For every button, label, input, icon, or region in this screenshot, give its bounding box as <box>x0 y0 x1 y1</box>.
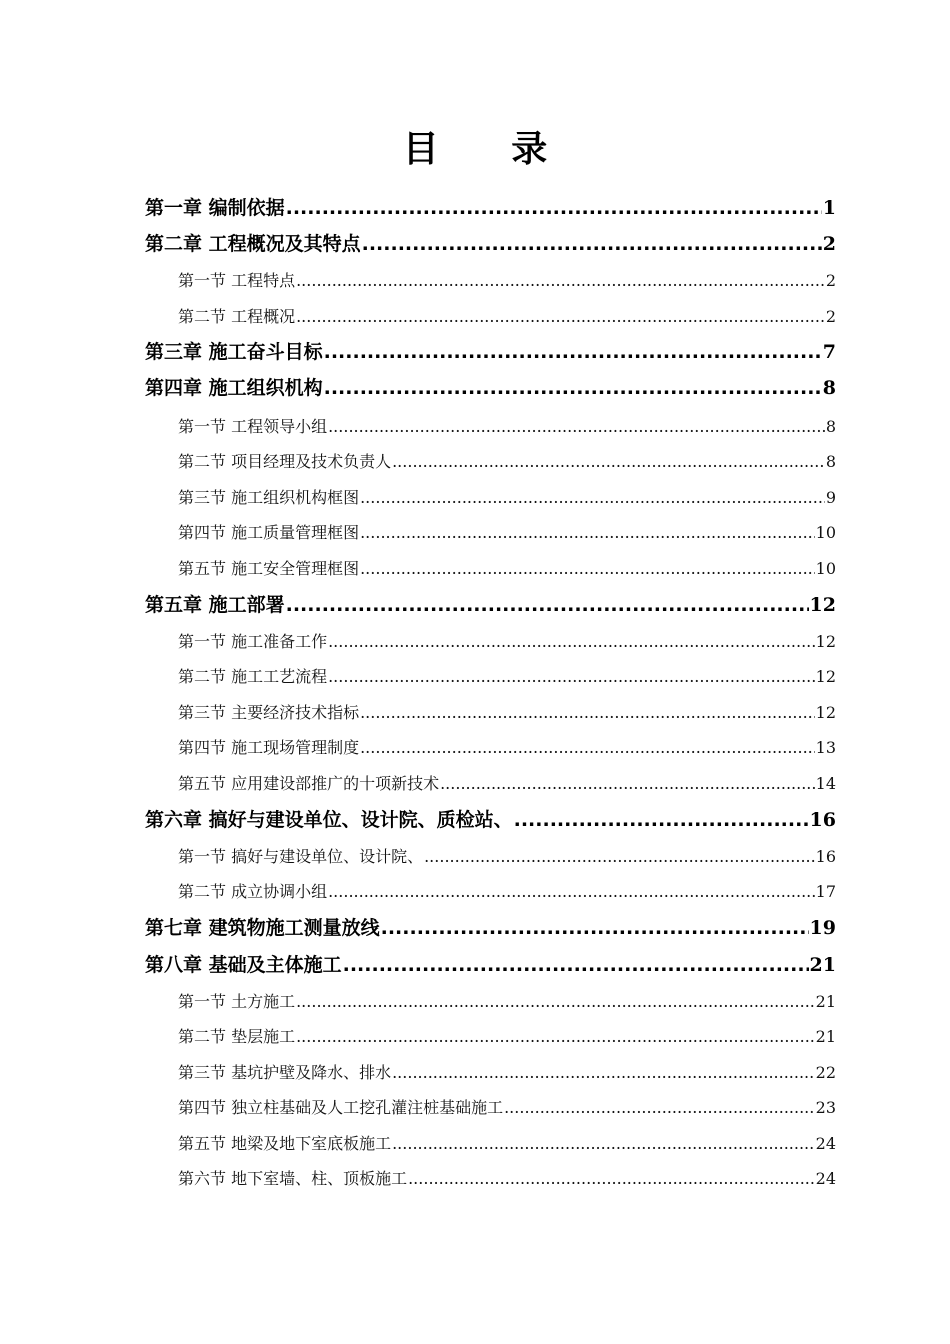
dot-leader <box>296 1023 815 1051</box>
toc-chapter-5[interactable] <box>145 590 836 620</box>
toc-entry-label: 第一节 施工准备工作 <box>178 632 328 651</box>
dot-leader <box>286 193 822 223</box>
toc-entry-label: 第四节 施工质量管理框图 <box>178 523 360 542</box>
toc-page-number: 12 <box>815 667 836 686</box>
dot-leader <box>328 628 815 656</box>
toc-chapter-7[interactable] <box>145 913 836 943</box>
toc-page-number: 24 <box>815 1134 836 1153</box>
toc-entry-label: 第二节 垫层施工 <box>178 1027 296 1046</box>
toc-page-number: 7 <box>822 341 836 363</box>
toc-entry-label: 第三章 施工奋斗目标 <box>145 341 323 363</box>
toc-page-number: 12 <box>815 632 836 651</box>
toc-section[interactable] <box>178 1059 836 1087</box>
toc-entry-label: 第五节 应用建设部推广的十项新技术 <box>178 774 440 793</box>
toc-page-number: 2 <box>825 271 836 290</box>
dot-leader <box>328 878 815 906</box>
toc-page-number: 21 <box>809 954 836 976</box>
dot-leader <box>392 1059 815 1087</box>
toc-entry-label: 第一节 土方施工 <box>178 992 296 1011</box>
toc-entry-label: 第八章 基础及主体施工 <box>145 954 342 976</box>
toc-entry-label: 第四章 施工组织机构 <box>145 377 323 399</box>
toc-entry-label: 第二节 施工工艺流程 <box>178 667 328 686</box>
toc-chapter-8[interactable] <box>145 950 836 980</box>
dot-leader <box>360 484 825 512</box>
toc-entry-label: 第二章 工程概况及其特点 <box>145 233 361 255</box>
toc-section[interactable] <box>178 1023 836 1051</box>
toc-page-number: 23 <box>815 1098 836 1117</box>
toc-page-number: 8 <box>822 377 836 399</box>
toc-section[interactable] <box>178 878 836 906</box>
toc-entry-label: 第六章 搞好与建设单位、设计院、质检站、 <box>145 809 513 831</box>
dot-leader <box>328 413 825 441</box>
dot-leader <box>324 373 822 403</box>
toc-section[interactable] <box>178 699 836 727</box>
toc-section[interactable] <box>178 303 836 331</box>
toc-entry-label: 第五节 施工安全管理框图 <box>178 559 360 578</box>
toc-entry-label: 第二节 项目经理及技术负责人 <box>178 452 392 471</box>
toc-section[interactable] <box>178 628 836 656</box>
toc-section[interactable] <box>178 663 836 691</box>
toc-page-number: 12 <box>809 594 836 616</box>
dot-leader <box>324 337 822 367</box>
toc-section[interactable] <box>178 413 836 441</box>
toc-section[interactable] <box>178 1094 836 1122</box>
dot-leader <box>360 519 815 547</box>
toc-section[interactable] <box>178 843 836 871</box>
toc-entry-label: 第二节 成立协调小组 <box>178 882 328 901</box>
toc-entry-label: 第四节 施工现场管理制度 <box>178 738 360 757</box>
toc-chapter-3[interactable] <box>145 337 836 367</box>
toc-page-number: 8 <box>825 452 836 471</box>
dot-leader <box>392 1130 815 1158</box>
toc-page-number: 19 <box>809 917 836 939</box>
toc-entry-label: 第四节 独立柱基础及人工挖孔灌注桩基础施工 <box>178 1098 504 1117</box>
toc-entry-label: 第一节 工程领导小组 <box>178 417 328 436</box>
toc-section[interactable] <box>178 555 836 583</box>
dot-leader <box>328 663 815 691</box>
dot-leader <box>440 770 815 798</box>
toc-entry-label: 第三节 主要经济技术指标 <box>178 703 360 722</box>
toc-entry-label: 第六节 地下室墙、柱、顶板施工 <box>178 1169 408 1188</box>
toc-page-number: 13 <box>815 738 836 757</box>
dot-leader <box>424 843 815 871</box>
toc-page-number: 21 <box>815 1027 836 1046</box>
toc-page-number: 12 <box>815 703 836 722</box>
toc-page-number: 1 <box>822 197 836 219</box>
toc-page-number: 10 <box>815 523 836 542</box>
toc-page-number: 22 <box>815 1063 836 1082</box>
dot-leader <box>360 555 815 583</box>
toc-page-number: 17 <box>815 882 836 901</box>
toc-entry-label: 第七章 建筑物施工测量放线 <box>145 917 380 939</box>
toc-chapter-6[interactable] <box>145 805 836 835</box>
toc-entry-label: 第二节 工程概况 <box>178 307 296 326</box>
toc-section[interactable] <box>178 519 836 547</box>
toc-entry-label: 第三节 施工组织机构框图 <box>178 488 360 507</box>
toc-entry-label: 第三节 基坑护壁及降水、排水 <box>178 1063 392 1082</box>
dot-leader <box>362 229 822 259</box>
dot-leader <box>408 1165 815 1193</box>
toc-entry-label: 第一章 编制依据 <box>145 197 285 219</box>
dot-leader <box>381 913 809 943</box>
toc-page-number: 16 <box>815 847 836 866</box>
toc-entry-label: 第五章 施工部署 <box>145 594 285 616</box>
dot-leader <box>504 1094 815 1122</box>
toc-page-number: 16 <box>809 809 836 831</box>
dot-leader <box>360 734 815 762</box>
toc-chapter-2[interactable] <box>145 229 836 259</box>
toc-section[interactable] <box>178 770 836 798</box>
toc-entry-label: 第一节 搞好与建设单位、设计院、 <box>178 847 424 866</box>
toc-chapter-1[interactable] <box>145 193 836 223</box>
dot-leader <box>360 699 815 727</box>
toc-section[interactable] <box>178 1130 836 1158</box>
toc-entry-label: 第一节 工程特点 <box>178 271 296 290</box>
toc-section[interactable] <box>178 484 836 512</box>
dot-leader <box>296 988 815 1016</box>
toc-page-number: 2 <box>825 307 836 326</box>
toc-section[interactable] <box>178 448 836 476</box>
toc-page-number: 8 <box>825 417 836 436</box>
dot-leader <box>514 805 809 835</box>
toc-title: 目 录 <box>402 129 578 170</box>
toc-section[interactable] <box>178 988 836 1016</box>
toc-page-number: 14 <box>815 774 836 793</box>
toc-page-number: 21 <box>815 992 836 1011</box>
dot-leader <box>296 303 825 331</box>
toc-page-number: 2 <box>822 233 836 255</box>
toc-entry-label: 第五节 地梁及地下室底板施工 <box>178 1134 392 1153</box>
toc-page-number: 24 <box>815 1169 836 1188</box>
dot-leader <box>392 448 825 476</box>
toc-section[interactable] <box>178 267 836 295</box>
toc-page-number: 10 <box>815 559 836 578</box>
dot-leader <box>286 590 809 620</box>
toc-chapter-4[interactable] <box>145 373 836 403</box>
dot-leader <box>296 267 825 295</box>
toc-section[interactable] <box>178 734 836 762</box>
dot-leader <box>343 950 809 980</box>
toc-section[interactable] <box>178 1165 836 1193</box>
toc-page-number: 9 <box>825 488 836 507</box>
